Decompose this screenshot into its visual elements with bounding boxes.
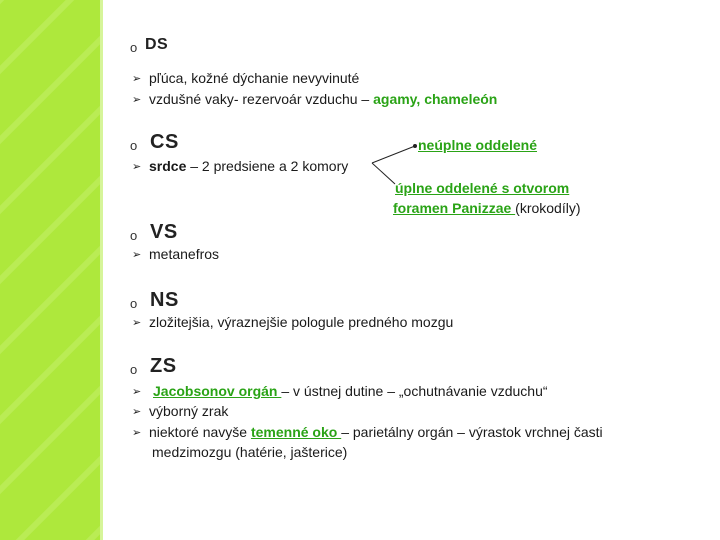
zs-bullet-3-pre: niektoré navyše <box>149 424 251 440</box>
arrow-bullet-icon: ➢ <box>132 73 142 85</box>
sidebar-stripes <box>0 0 100 540</box>
arrow-bullet-icon: ➢ <box>132 386 142 398</box>
sidebar-edge <box>100 0 103 540</box>
arrow-bullet-icon: ➢ <box>132 427 142 439</box>
ns-bullet-1: zložitejšia, výraznejšie pologule predného mozgu <box>149 314 454 330</box>
circle-bullet-icon: o <box>130 40 138 55</box>
arrow-bullet-icon: ➢ <box>132 94 142 106</box>
section-title-cs: CS <box>150 131 179 153</box>
arrow-bullet-icon: ➢ <box>132 406 142 418</box>
zs-bullet-3-rest: – parietálny orgán – výrastok vrchnej časti <box>341 424 603 440</box>
zs-bullet-3-continuation: medzimozgu (hatérie, jašterice) <box>152 444 348 460</box>
zs-bullet-1 <box>153 383 548 399</box>
ds-bullet-1: pľúca, kožné dýchanie nevyvinuté <box>149 70 360 86</box>
cs-branch-bottom-1: úplne oddelené s otvorom <box>395 180 570 196</box>
foramen-link: foramen Panizzae <box>393 200 516 216</box>
temenne-oko-link: temenné oko <box>250 424 342 440</box>
zs-bullet-3 <box>149 424 603 440</box>
cs-bullet-rest: – 2 predsiene a 2 komory <box>186 158 349 174</box>
arrow-bullet-icon: ➢ <box>132 249 142 261</box>
section-title-ns: NS <box>150 289 179 311</box>
cs-bullet-bold: srdce <box>149 158 187 174</box>
zs-bullet-1-rest: – v ústnej dutine – „ochutnávanie vzduchu“ <box>281 383 548 399</box>
section-title-zs: ZS <box>150 355 177 377</box>
cs-branch-bottom-2 <box>393 200 581 216</box>
circle-bullet-icon: o <box>130 138 138 153</box>
section-title-ds: DS <box>145 36 169 53</box>
cs-branch-top: neúplne oddelené <box>418 137 538 153</box>
section-title-vs: VS <box>150 221 178 243</box>
circle-bullet-icon: o <box>130 228 138 243</box>
circle-bullet-icon: o <box>130 362 138 377</box>
ds-bullet-2-text: vzdušné vaky- rezervoár vzduchu – <box>149 91 374 107</box>
zs-bullet-2: výborný zrak <box>149 403 229 419</box>
circle-bullet-icon: o <box>130 296 138 311</box>
arrow-bullet-icon: ➢ <box>132 317 142 329</box>
decorative-sidebar <box>0 0 100 540</box>
vs-bullet-1: metanefros <box>149 246 220 262</box>
cs-branch-bottom-2-rest: (krokodíly) <box>515 200 581 216</box>
ds-bullet-2 <box>149 91 497 107</box>
cs-bullet-1 <box>149 158 348 174</box>
arrow-bullet-icon: ➢ <box>132 161 142 173</box>
ds-bullet-2-highlight: agamy, chameleón <box>373 91 498 107</box>
jacobson-link: Jacobsonov orgán <box>153 383 282 399</box>
